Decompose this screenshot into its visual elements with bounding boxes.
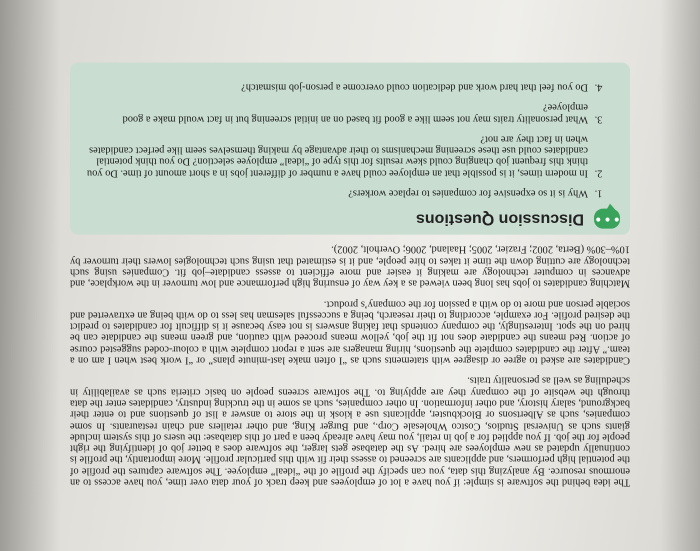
page-shadow-right [660, 0, 700, 551]
body-paragraph: The idea behind the software is simple: if you have a lot of employees and keep track of your data over time, you have access to an enormous resource. By analyzing this data, you can specify the profile of the “ideal” employee. The software captures the profile of the potential high performers, and applicants are screened to assess their fit with this particular profile. More importantly, the profile is continually updated as new employees are hired. As the database gets larger, the software does a better job of identifying the right people for the job. If you applied for a job in retail, you may have already been a part of this database: the users of this system include giants such as Universal Studios, Costco Wholesale Corp., and Burger King, and other retailers and chain restaurants. In some companies, such as Albertsons or Blockbuster, applicants use a kiosk in the store to answer a list of questions and to enter their background, salary history, and other information. In other companies, such as some in the trucking industry, candidates enter the data through the website of the company they are applying to. The software screens people on basic criteria such as availability in scheduling as well as personality traits. [70, 374, 630, 488]
question-item: 4. Do you feel that hard work and dedication could overcome a person-job mismatch? [82, 81, 592, 92]
question-item: 2. In modern times, it is possible that an employee could have a number of different jobs in a short amount of time. Do you think this frequent job changing could skew results for this type of “ideal” employee selection? Do you think potential candidates could use these screening mechanisms to their advantage by making themselves seem like perfect candidates when in fact they are not? [82, 133, 592, 178]
discussion-title: Discussion Questions [415, 210, 584, 228]
speech-bubble-icon: ••• [593, 210, 621, 227]
question-item: 1. Why is it so expensive for companies to replace workers? [82, 187, 592, 198]
body-paragraph: Matching candidates to jobs has long been viewed as a key way of ensuring high performance and low turnover in the workplace, and advances in computer technology are making it easier and more efficient to assess candidate–job fit. Companies using such technology are cutting down the time it takes to hire people, and it is estimated that using such technologies lowers their turnover by 10%–30% (Berta, 2002; Frazier, 2005; Haaland, 2006; Overholt, 2002). [70, 244, 630, 289]
discussion-header [82, 209, 620, 229]
textbook-page [70, 62, 630, 487]
body-paragraph: Candidates are asked to agree or disagree with statements such as “I often make last-minute plans” or “I work best when I am on a team.” After the candidates complete the questions, hiring managers are sent a report complete with a colour-coded suggested course of action. Red means the candidate does not fit the job, yellow means proceed with caution, and green means the candidate can be hired on the spot. Interestingly, the company contends that faking answers is not easy because it is difficult for candidates to predict the desired profile. For example, according to their research, being a successful salesman has less to do with being an extraverted and sociable person and more to do with a passion for the company’s product. [70, 298, 630, 366]
question-list [82, 81, 620, 198]
page-shadow-left [0, 0, 60, 551]
question-item: 3. What personality traits may not seem like a good fit based on an initial screening but in fact would make a good employee? [82, 102, 592, 125]
discussion-questions-box [70, 62, 630, 234]
